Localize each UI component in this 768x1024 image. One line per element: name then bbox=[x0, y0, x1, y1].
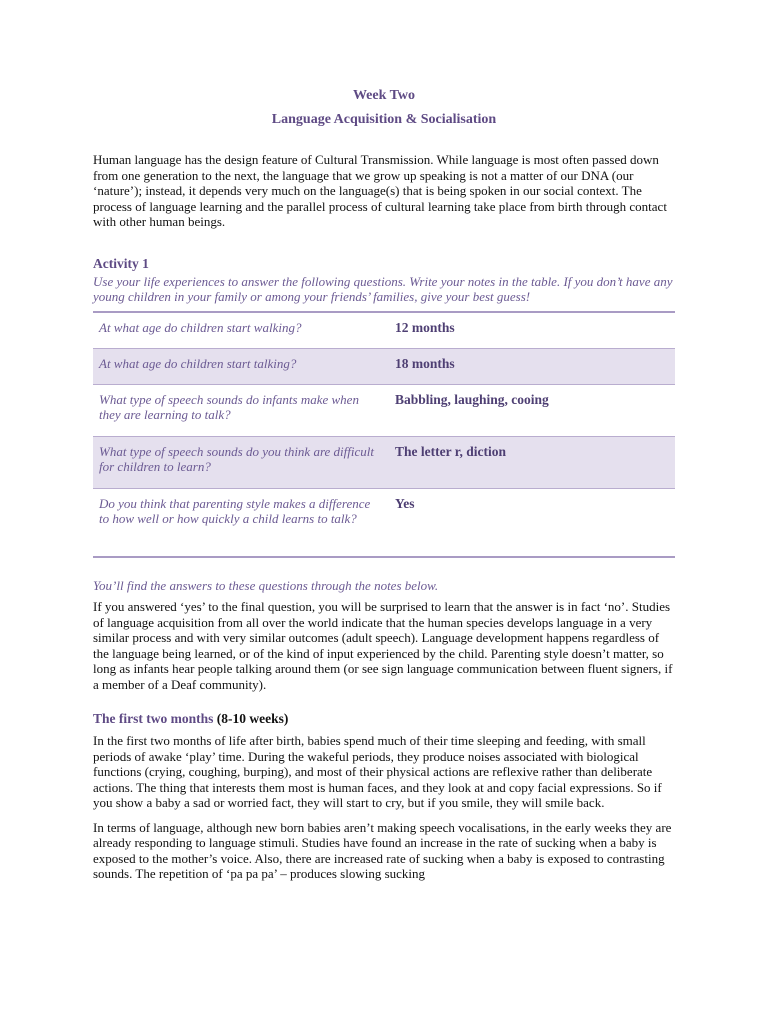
answer-cell[interactable]: Babbling, laughing, cooing bbox=[389, 384, 675, 436]
activity-heading: Activity 1 bbox=[93, 255, 149, 271]
section-heading bbox=[93, 711, 675, 727]
section-heading-title: The first two months bbox=[93, 711, 214, 726]
section-paragraph-1: In the first two months of life after birth, babies spend much of their time sleeping and feeding, with small periods of awake ‘play’ time. During the wakeful periods, they produce noises associated with biological functions (crying, coughing, burping), and most of their physical actions are reflexive rather than deliberate actions. The thing that interests them most is human faces, and they look at and copy facial expressions. So if you show a baby a sad or worried fact, they will start to cry, but if you smile, they will smile back. bbox=[93, 733, 662, 810]
question-cell: Do you think that parenting style makes a difference to how well or how quickly a child learns to talk? bbox=[93, 488, 389, 557]
question-cell: What type of speech sounds do you think are difficult for children to learn? bbox=[93, 436, 389, 488]
answer-cell[interactable]: 18 months bbox=[389, 348, 675, 384]
question-cell: At what age do children start talking? bbox=[93, 348, 389, 384]
answer-paragraph: If you answered ‘yes’ to the final question, you will be surprised to learn that the answer is in fact ‘no’. Studies of language acquisition from all over the world indicate that the human species develops language in a very similar process and with very similar outcomes (adult speech). Language development happens regardless of the language being learned, or of the kind of input experienced by the child. Parenting style doesn’t matter, so long as infants hear people talking around them (or see sign language communication between fluent signers, if a member of a Deaf community). bbox=[93, 599, 673, 692]
activity-table bbox=[93, 311, 675, 558]
activity-instructions: Use your life experiences to answer the following questions. Write your notes in the table. If you don’t have any young children in your family or among your friends’ families, give your best guess! bbox=[93, 273, 673, 304]
week-heading: Week Two bbox=[352, 88, 416, 103]
answer-cell[interactable]: Yes bbox=[389, 488, 675, 557]
table-row bbox=[93, 312, 675, 349]
table-row bbox=[93, 348, 675, 384]
section-heading-suffix: (8-10 weeks) bbox=[213, 711, 289, 726]
section-paragraph-2: In terms of language, although new born babies aren’t making speech vocalisations, in the early weeks they are already responding to language stimuli. Studies have found an increase in the rate of sucking when a baby is exposed to the mother’s voice. Also, there are increased rate of sucking when a baby is exposed to contrasting sounds. The repetition of ‘pa pa pa’ – produces slowing sucking bbox=[93, 819, 672, 881]
table-row bbox=[93, 488, 675, 557]
answer-cell[interactable]: 12 months bbox=[395, 319, 455, 335]
answer-cell[interactable]: The letter r, diction bbox=[389, 436, 675, 488]
followup-note: You’ll find the answers to these questions through the notes below. bbox=[93, 577, 439, 593]
table-row bbox=[93, 384, 675, 436]
intro-paragraph: Human language has the design feature of Cultural Transmission. While language is most often passed down from one generation to the next, the language that we grow up speaking is not a matter of our DNA (our ‘nature’); instead, it depends very much on the language(s) that is being spoken in our social context. The process of language learning and the parallel process of cultural learning take place from birth through contact with other human beings. bbox=[93, 152, 667, 229]
question-cell: At what age do children start walking? bbox=[99, 319, 302, 335]
question-cell: What type of speech sounds do infants make when they are learning to talk? bbox=[93, 384, 389, 436]
page-title: Language Acquisition & Socialisation bbox=[271, 112, 497, 127]
document-content bbox=[93, 88, 675, 882]
table-row bbox=[93, 436, 675, 488]
